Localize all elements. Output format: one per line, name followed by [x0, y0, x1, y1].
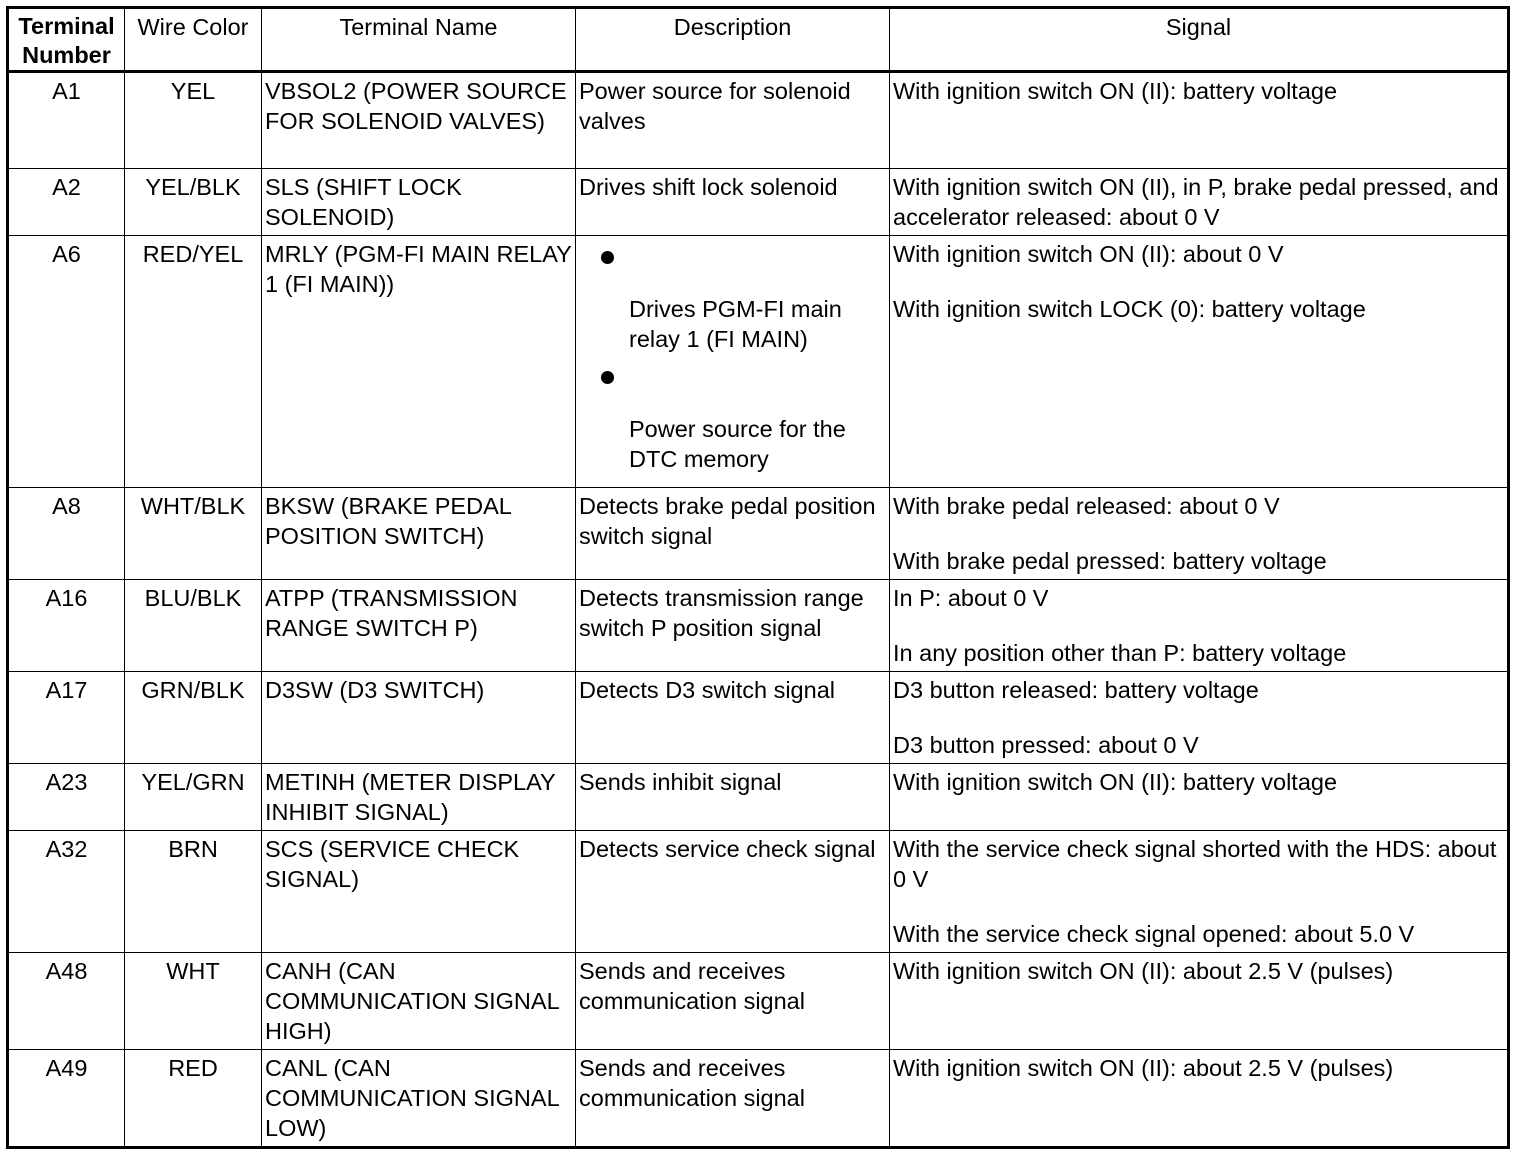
terminal-number-cell: A23 [8, 764, 125, 831]
signal-text: With ignition switch ON (II): battery voltage [893, 769, 1338, 795]
description-text: Drives shift lock solenoid [579, 174, 838, 200]
wire-color-cell: WHT/BLK [125, 488, 262, 580]
signal-cell [890, 236, 1509, 488]
signal-text: With brake pedal released: about 0 V [893, 493, 1280, 519]
description-cell [576, 1050, 890, 1148]
table-row [8, 953, 1509, 1050]
signal-text: With the service check signal shorted with the HDS: about 0 V [893, 836, 1497, 892]
terminal-number-cell: A17 [8, 672, 125, 764]
signal-cell [890, 831, 1509, 953]
description-bullet-list [579, 239, 886, 474]
description-text: Detects brake pedal position switch signal [579, 493, 876, 549]
signal-cell [890, 953, 1509, 1050]
signal-cell [890, 672, 1509, 764]
table-body [8, 72, 1509, 1148]
description-cell [576, 169, 890, 236]
table-row [8, 488, 1509, 580]
signal-cell [890, 72, 1509, 169]
wire-color-cell: BLU/BLK [125, 580, 262, 672]
description-cell [576, 953, 890, 1050]
table-row [8, 672, 1509, 764]
terminal-name-cell: SLS (SHIFT LOCK SOLENOID) [262, 169, 576, 236]
terminal-number-cell: A8 [8, 488, 125, 580]
signal-text: With ignition switch LOCK (0): battery voltage [893, 296, 1366, 322]
terminal-name-cell: VBSOL2 (POWER SOURCE FOR SOLENOID VALVES) [262, 72, 576, 169]
description-bullet-item [579, 239, 886, 354]
description-cell [576, 764, 890, 831]
description-text: Sends inhibit signal [579, 769, 782, 795]
terminal-name-cell: SCS (SERVICE CHECK SIGNAL) [262, 831, 576, 953]
bullet-icon [601, 371, 614, 384]
description-cell [576, 488, 890, 580]
header-wire-color: Wire Color [125, 8, 262, 72]
terminal-number-cell: A6 [8, 236, 125, 488]
description-cell [576, 236, 890, 488]
header-terminal-number: Terminal Number [8, 8, 125, 72]
table-row [8, 580, 1509, 672]
wire-color-cell: RED [125, 1050, 262, 1148]
header-terminal-name: Terminal Name [262, 8, 576, 72]
description-cell [576, 672, 890, 764]
signal-cell [890, 764, 1509, 831]
terminal-number-cell: A1 [8, 72, 125, 169]
signal-text: With ignition switch ON (II): about 2.5 V (pulses) [893, 958, 1394, 984]
wire-color-cell: YEL/GRN [125, 764, 262, 831]
description-text: Detects transmission range switch P position signal [579, 585, 864, 641]
signal-cell [890, 580, 1509, 672]
signal-text: With ignition switch ON (II): about 0 V [893, 241, 1284, 267]
signal-text: With ignition switch ON (II): battery voltage [893, 78, 1338, 104]
description-text: Detects service check signal [579, 836, 876, 862]
description-cell [576, 831, 890, 953]
description-text: Detects D3 switch signal [579, 677, 835, 703]
terminal-table [6, 6, 1510, 1149]
signal-cell [890, 1050, 1509, 1148]
table-header-row [8, 8, 1509, 72]
signal-text: With brake pedal pressed: battery voltage [893, 548, 1327, 574]
wire-color-cell: GRN/BLK [125, 672, 262, 764]
wire-color-cell: YEL/BLK [125, 169, 262, 236]
wire-color-cell: RED/YEL [125, 236, 262, 488]
description-bullet-item [579, 359, 886, 474]
header-signal: Signal [890, 8, 1509, 72]
terminal-number-cell: A32 [8, 831, 125, 953]
signal-text: With ignition switch ON (II), in P, brake pedal pressed, and accelerator released: about 0 V [893, 174, 1499, 230]
wire-color-cell: WHT [125, 953, 262, 1050]
terminal-name-cell: CANH (CAN COMMUNICATION SIGNAL HIGH) [262, 953, 576, 1050]
terminal-number-cell: A2 [8, 169, 125, 236]
bullet-icon [601, 251, 614, 264]
signal-text: With ignition switch ON (II): about 2.5 V (pulses) [893, 1055, 1394, 1081]
terminal-name-cell: MRLY (PGM-FI MAIN RELAY 1 (FI MAIN)) [262, 236, 576, 488]
table-row [8, 72, 1509, 169]
description-text: Sends and receives communication signal [579, 958, 805, 1014]
terminal-name-cell: ATPP (TRANSMISSION RANGE SWITCH P) [262, 580, 576, 672]
signal-text: In P: about 0 V [893, 585, 1049, 611]
terminal-name-cell: CANL (CAN COMMUNICATION SIGNAL LOW) [262, 1050, 576, 1148]
wire-color-cell: YEL [125, 72, 262, 169]
description-text: Drives PGM-FI main relay 1 (FI MAIN) [629, 296, 842, 352]
terminal-number-cell: A49 [8, 1050, 125, 1148]
header-description: Description [576, 8, 890, 72]
description-cell [576, 580, 890, 672]
signal-text: D3 button released: battery voltage [893, 677, 1259, 703]
terminal-name-cell: D3SW (D3 SWITCH) [262, 672, 576, 764]
description-cell [576, 72, 890, 169]
terminal-number-cell: A48 [8, 953, 125, 1050]
description-text: Power source for solenoid valves [579, 78, 851, 134]
terminal-name-cell: BKSW (BRAKE PEDAL POSITION SWITCH) [262, 488, 576, 580]
terminal-name-cell: METINH (METER DISPLAY INHIBIT SIGNAL) [262, 764, 576, 831]
description-text: Sends and receives communication signal [579, 1055, 805, 1111]
description-text: Power source for the DTC memory [629, 416, 846, 472]
signal-cell [890, 488, 1509, 580]
table-row [8, 169, 1509, 236]
table-row [8, 831, 1509, 953]
wire-color-cell: BRN [125, 831, 262, 953]
table-row [8, 764, 1509, 831]
signal-cell [890, 169, 1509, 236]
signal-text: In any position other than P: battery voltage [893, 640, 1347, 666]
signal-text: D3 button pressed: about 0 V [893, 732, 1199, 758]
table-row [8, 1050, 1509, 1148]
terminal-number-cell: A16 [8, 580, 125, 672]
signal-text: With the service check signal opened: about 5.0 V [893, 921, 1415, 947]
table-row [8, 236, 1509, 488]
